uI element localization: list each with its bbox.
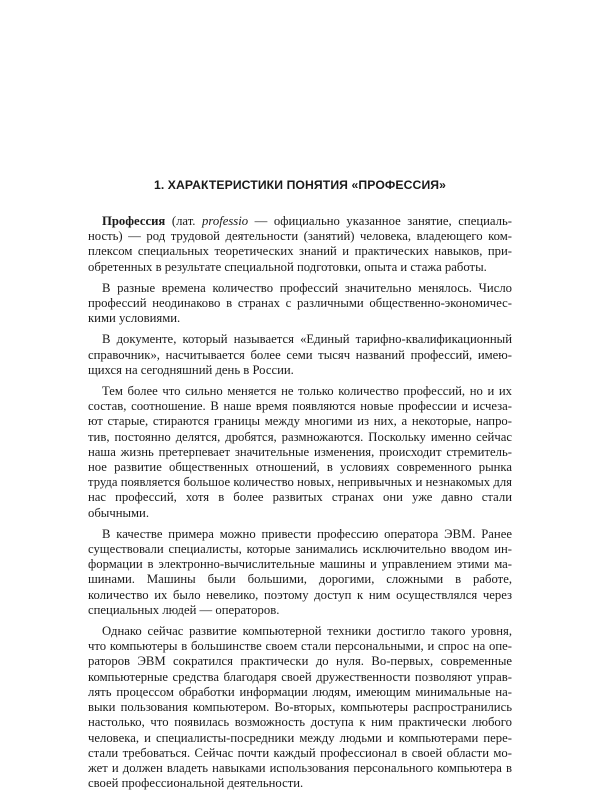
- page-body: [88, 178, 512, 797]
- definition-text: — официально указанное занятие, специаль-ность) — род трудовой деятельности (занятий) человека, владеющего ком-плексом специальных теоретических знаний и практических навыков, при-обретенных в результате специальной подготовки, опыта и стажа работы.: [88, 214, 512, 274]
- definition-term: Профессия: [102, 214, 166, 228]
- definition-paragraph: [88, 214, 512, 275]
- section-title: 1. ХАРАКТЕРИСТИКИ ПОНЯТИЯ «ПРОФЕССИЯ»: [153, 178, 447, 192]
- definition-pre: (лат.: [165, 214, 203, 228]
- paragraph: В качестве примера можно привести профессию оператора ЭВМ. Ранее существовали специалисты, которые занимались исключительно вводом ин-формации в электронно-вычислительные машины и управлением этими ма-шинами. Машины были большими, дорогими, сложными в работе, количество их было невелико, поэтому доступ к ним осуществлялся через специальных людей — операторов.: [88, 526, 512, 617]
- paragraph: Однако сейчас развитие компьютерной техники достигло такого уровня, что компьютеры в большинстве своем стали персональными, и спрос на опе-раторов ЭВМ сократился практически до нуля. Во-первых, современные компьютерные средства благодаря своей дружественности позволяют управ-лять процессом обработки информации людям, имеющим минимальные на-выки пользования компьютером. Во-вторых, компьютеры распространились настолько, что появилась возможность доступа к ним практически любого человека, и специалисты-посредники между людьми и компьютерами пере-стали требоваться. Сейчас почти каждый профессионал в своей области мо-жет и должен владеть навыками использования персонального компьютера в своей профессиональной деятельности.: [88, 624, 512, 791]
- paragraph: Тем более что сильно меняется не только количество профессий, но и их состав, соотношение. В наше время появляются новые профессии и исчеза-ют старые, стираются границы между многими из них, а некоторые, напро-тив, постоянно делятся, дробятся, размножаются. Поскольку именно сейчас наша жизнь претерпевает значительные изменения, происходит стремитель-ное развитие общественных отношений, в условиях современного рынка труда появляется большое количество новых, непривычных и незнакомых для нас профессий, хотя в более развитых странах они уже давно стали обычными.: [88, 384, 512, 520]
- paragraph: В документе, который называется «Единый тарифно-квалификационный справочник», насчитывается более семи тысяч названий профессий, имею-щихся на сегодняшний день в России.: [88, 332, 512, 377]
- definition-latin: professio: [202, 214, 249, 228]
- paragraph: В разные времена количество профессий значительно менялось. Число профессий неодинаково в странах с различными общественно-экономичес-кими условиями.: [88, 280, 512, 326]
